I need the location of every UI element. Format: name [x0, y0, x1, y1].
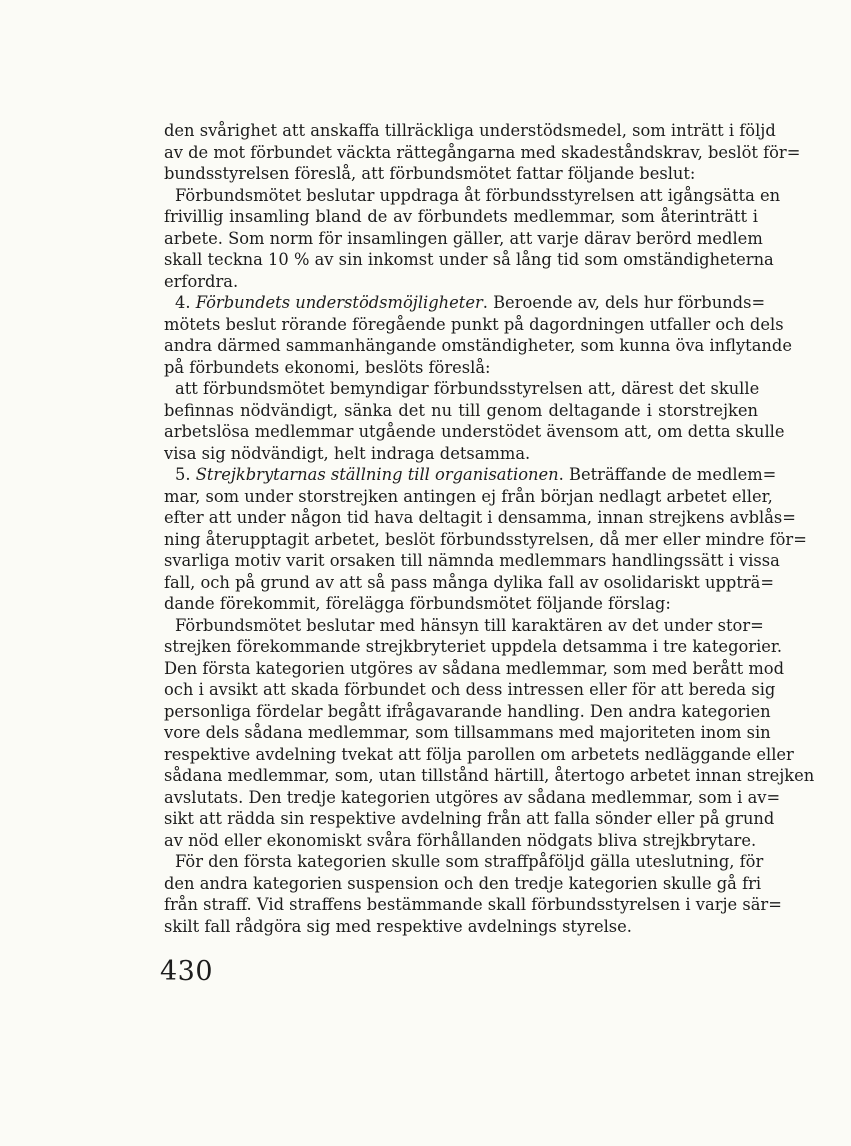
text-line: att förbundsmötet bemyndigar förbundsstyrelsen att, därest det skulle	[175, 379, 760, 398]
text-line: avslutats. Den tredje kategorien utgöres av sådana medlemmar, som i av=	[164, 787, 781, 807]
text-line: Den första kategorien utgöres av sådana medlemmar, som med berått mod	[164, 658, 785, 678]
text-line: ning återupptagit arbetet, beslöt förbundsstyrelsen, då mer eller mindre för=	[164, 529, 807, 549]
text-line: från straff. Vid straffens bestämmande skall förbundsstyrelsen i varje sär=	[164, 895, 782, 914]
section-5-heading-line	[164, 464, 777, 486]
text-line: andra därmed sammanhängande omständigheter, som kunna öva inflytande	[164, 336, 792, 355]
text-line: skilt fall rådgöra sig med respektive avdelnings styrelse.	[164, 916, 632, 936]
text-line: För den första kategorien skulle som straffpåföljd gälla uteslutning, för	[175, 852, 764, 871]
section-title: Strejkbrytarnas ställning till organisationen	[195, 465, 559, 484]
section-lead-text: . Beroende av, dels hur förbunds=	[482, 293, 766, 312]
text-line: mar, som under storstrejken antingen ej från början nedlagt arbetet eller,	[164, 486, 773, 506]
text-line: fall, och på grund av att så pass många dylika fall av osolidariskt uppträ=	[164, 572, 775, 592]
text-line: den svårighet att anskaffa tillräckliga understödsmedel, som inträtt i följd	[164, 121, 776, 140]
text-line: av nöd eller ekonomiskt svåra förhållanden nödgats bliva strejkbrytare.	[164, 830, 757, 850]
text-line: frivillig insamling bland de av förbundets medlemmar, som återinträtt i	[164, 207, 758, 226]
text-line: arbetslösa medlemmar utgående understödet ävensom att, om detta skulle	[164, 422, 785, 441]
text-line: Förbundsmötet beslutar med hänsyn till karaktären av det under stor=	[175, 615, 764, 635]
section-number: 5.	[175, 465, 196, 484]
section-title: Förbundets understödsmöjligheter	[195, 293, 483, 312]
page-number: 430	[160, 956, 214, 987]
text-line: av de mot förbundet väckta rättegångarna med skadeståndskrav, beslöt för=	[164, 142, 801, 162]
text-line: vore dels sådana medlemmar, som tillsammans med majoriteten inom sin	[164, 723, 771, 742]
text-line: skall teckna 10 % av sin inkomst under så lång tid som omständigheterna	[164, 250, 774, 269]
body-text	[164, 120, 815, 937]
text-line: bundsstyrelsen föreslå, att förbundsmötet fattar följande beslut:	[164, 164, 696, 183]
text-line: arbete. Som norm för insamlingen gäller, att varje därav berörd medlem	[164, 228, 763, 248]
text-line: på förbundets ekonomi, beslöts föreslå:	[164, 357, 491, 377]
text-line: den andra kategorien suspension och den tredje kategorien skulle gå fri	[164, 873, 762, 893]
text-line: efter att under någon tid hava deltagit i densamma, innan strejkens avblås=	[164, 508, 796, 527]
text-line: strejken förekommande strejkbryteriet uppdela detsamma i tre kategorier.	[164, 637, 783, 656]
text-line: sikt att rädda sin respektive avdelning från att falla sönder eller på grund	[164, 809, 775, 828]
section-lead-text: . Beträffande de medlem=	[558, 465, 777, 484]
text-line: respektive avdelning tvekat att följa parollen om arbetets nedläggande eller	[164, 744, 794, 764]
text-line: svarliga motiv varit orsaken till nämnda medlemmars handlingssätt i vissa	[164, 551, 780, 570]
text-line: personliga fördelar begått ifrågavarande handling. Den andra kategorien	[164, 701, 771, 721]
text-line: dande förekommit, förelägga förbundsmötet följande förslag:	[164, 594, 671, 613]
text-line: Förbundsmötet beslutar uppdraga åt förbundsstyrelsen att igångsätta en	[175, 185, 781, 205]
text-line: befinnas nödvändigt, sänka det nu till genom deltagande i storstrejken	[164, 400, 758, 420]
section-number: 4.	[175, 293, 196, 312]
text-line: visa sig nödvändigt, helt indraga detsamma.	[164, 443, 531, 463]
text-line: och i avsikt att skada förbundet och dess intressen eller för att bereda sig	[164, 680, 776, 699]
text-line: erfordra.	[164, 271, 239, 291]
section-4-heading-line	[164, 292, 766, 314]
text-line: mötets beslut rörande föregående punkt på dagordningen utfaller och dels	[164, 314, 784, 334]
text-line: sådana medlemmar, som, utan tillstånd härtill, återtogo arbetet innan strejken	[164, 766, 815, 785]
